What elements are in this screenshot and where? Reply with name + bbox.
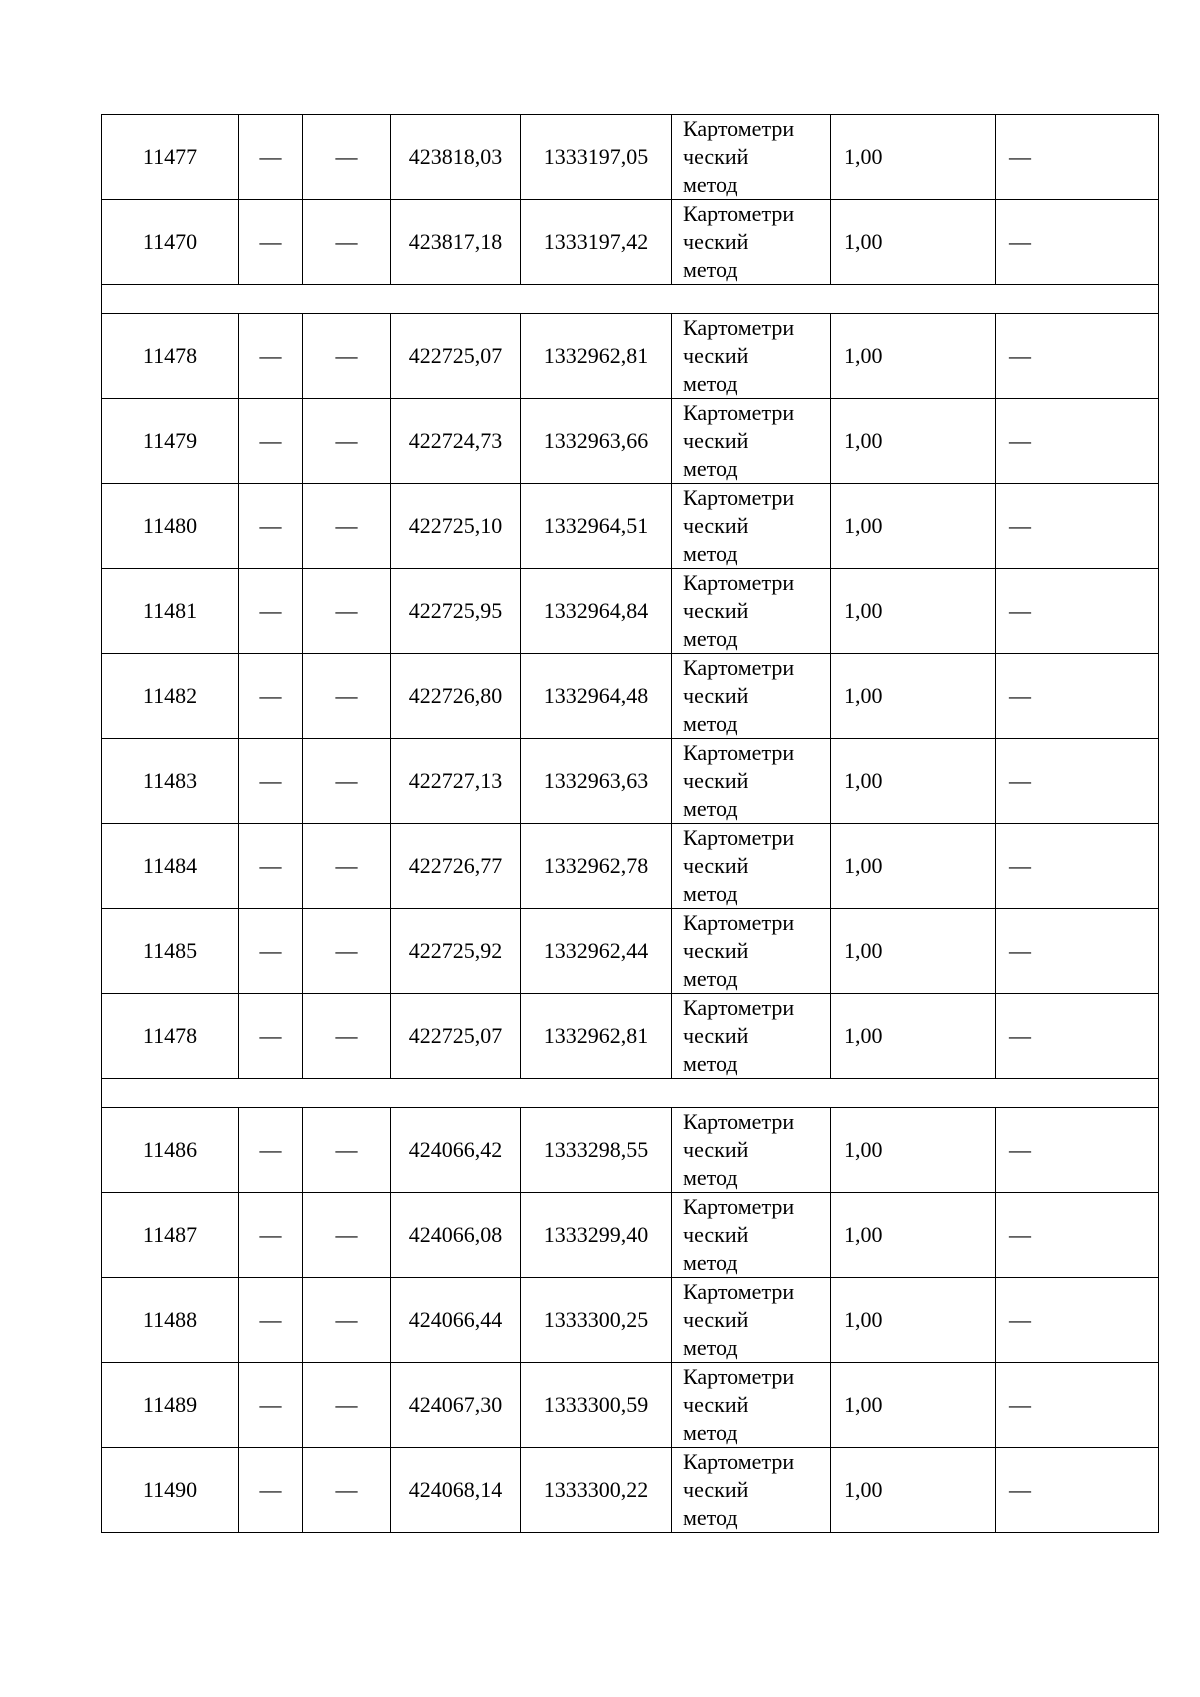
method-cell: Картометри ческий метод bbox=[672, 200, 831, 285]
y-coordinate-cell: 1332964,84 bbox=[521, 569, 672, 654]
empty-value-cell: — bbox=[239, 1108, 303, 1193]
point-number-cell: 11480 bbox=[102, 484, 239, 569]
x-coordinate-cell: 424066,44 bbox=[391, 1278, 521, 1363]
empty-value-cell: — bbox=[239, 1448, 303, 1533]
method-cell: Картометри ческий метод bbox=[672, 1363, 831, 1448]
table-row bbox=[102, 200, 1159, 285]
empty-value-cell: — bbox=[239, 569, 303, 654]
description-cell: — bbox=[996, 115, 1159, 200]
table-row bbox=[102, 909, 1159, 994]
method-cell: Картометри ческий метод bbox=[672, 314, 831, 399]
point-number-cell: 11487 bbox=[102, 1193, 239, 1278]
table-body bbox=[102, 115, 1159, 1533]
description-cell: — bbox=[996, 739, 1159, 824]
table-row bbox=[102, 824, 1159, 909]
x-coordinate-cell: 424068,14 bbox=[391, 1448, 521, 1533]
table-row bbox=[102, 994, 1159, 1079]
description-cell: — bbox=[996, 1108, 1159, 1193]
y-coordinate-cell: 1333197,42 bbox=[521, 200, 672, 285]
accuracy-cell: 1,00 bbox=[831, 1363, 996, 1448]
contour-separator-row bbox=[102, 1079, 1159, 1108]
accuracy-cell: 1,00 bbox=[831, 1108, 996, 1193]
description-cell: — bbox=[996, 1448, 1159, 1533]
x-coordinate-cell: 422725,07 bbox=[391, 994, 521, 1079]
table-row bbox=[102, 484, 1159, 569]
separator-cell bbox=[102, 1079, 1159, 1108]
empty-value-cell: — bbox=[239, 1193, 303, 1278]
description-cell: — bbox=[996, 909, 1159, 994]
point-number-cell: 11489 bbox=[102, 1363, 239, 1448]
description-cell: — bbox=[996, 314, 1159, 399]
point-number-cell: 11488 bbox=[102, 1278, 239, 1363]
empty-value-cell: — bbox=[303, 1448, 391, 1533]
empty-value-cell: — bbox=[303, 1278, 391, 1363]
method-cell: Картометри ческий метод bbox=[672, 654, 831, 739]
description-cell: — bbox=[996, 484, 1159, 569]
empty-value-cell: — bbox=[239, 1363, 303, 1448]
empty-value-cell: — bbox=[239, 909, 303, 994]
accuracy-cell: 1,00 bbox=[831, 994, 996, 1079]
table-row bbox=[102, 739, 1159, 824]
x-coordinate-cell: 422726,80 bbox=[391, 654, 521, 739]
table-row bbox=[102, 654, 1159, 739]
empty-value-cell: — bbox=[303, 569, 391, 654]
method-cell: Картометри ческий метод bbox=[672, 994, 831, 1079]
accuracy-cell: 1,00 bbox=[831, 739, 996, 824]
description-cell: — bbox=[996, 994, 1159, 1079]
point-number-cell: 11482 bbox=[102, 654, 239, 739]
point-number-cell: 11478 bbox=[102, 994, 239, 1079]
description-cell: — bbox=[996, 824, 1159, 909]
empty-value-cell: — bbox=[303, 399, 391, 484]
empty-value-cell: — bbox=[303, 1193, 391, 1278]
point-number-cell: 11478 bbox=[102, 314, 239, 399]
table-row bbox=[102, 1363, 1159, 1448]
coordinates-table bbox=[101, 114, 1159, 1533]
table-row bbox=[102, 314, 1159, 399]
y-coordinate-cell: 1333197,05 bbox=[521, 115, 672, 200]
empty-value-cell: — bbox=[239, 484, 303, 569]
accuracy-cell: 1,00 bbox=[831, 200, 996, 285]
point-number-cell: 11483 bbox=[102, 739, 239, 824]
description-cell: — bbox=[996, 200, 1159, 285]
accuracy-cell: 1,00 bbox=[831, 115, 996, 200]
x-coordinate-cell: 422725,10 bbox=[391, 484, 521, 569]
empty-value-cell: — bbox=[303, 739, 391, 824]
x-coordinate-cell: 423818,03 bbox=[391, 115, 521, 200]
method-cell: Картометри ческий метод bbox=[672, 115, 831, 200]
x-coordinate-cell: 424067,30 bbox=[391, 1363, 521, 1448]
accuracy-cell: 1,00 bbox=[831, 824, 996, 909]
y-coordinate-cell: 1332964,51 bbox=[521, 484, 672, 569]
y-coordinate-cell: 1332963,66 bbox=[521, 399, 672, 484]
empty-value-cell: — bbox=[239, 314, 303, 399]
description-cell: — bbox=[996, 654, 1159, 739]
method-cell: Картометри ческий метод bbox=[672, 1193, 831, 1278]
accuracy-cell: 1,00 bbox=[831, 484, 996, 569]
y-coordinate-cell: 1332962,78 bbox=[521, 824, 672, 909]
empty-value-cell: — bbox=[239, 739, 303, 824]
y-coordinate-cell: 1332962,81 bbox=[521, 994, 672, 1079]
accuracy-cell: 1,00 bbox=[831, 1193, 996, 1278]
empty-value-cell: — bbox=[239, 654, 303, 739]
y-coordinate-cell: 1333298,55 bbox=[521, 1108, 672, 1193]
y-coordinate-cell: 1333300,25 bbox=[521, 1278, 672, 1363]
table-row bbox=[102, 115, 1159, 200]
accuracy-cell: 1,00 bbox=[831, 314, 996, 399]
point-number-cell: 11484 bbox=[102, 824, 239, 909]
table-row bbox=[102, 399, 1159, 484]
empty-value-cell: — bbox=[239, 200, 303, 285]
table-row bbox=[102, 1193, 1159, 1278]
point-number-cell: 11481 bbox=[102, 569, 239, 654]
accuracy-cell: 1,00 bbox=[831, 654, 996, 739]
point-number-cell: 11486 bbox=[102, 1108, 239, 1193]
y-coordinate-cell: 1333300,59 bbox=[521, 1363, 672, 1448]
y-coordinate-cell: 1332962,44 bbox=[521, 909, 672, 994]
empty-value-cell: — bbox=[303, 1363, 391, 1448]
description-cell: — bbox=[996, 399, 1159, 484]
table-row bbox=[102, 569, 1159, 654]
empty-value-cell: — bbox=[303, 484, 391, 569]
description-cell: — bbox=[996, 1193, 1159, 1278]
x-coordinate-cell: 422727,13 bbox=[391, 739, 521, 824]
description-cell: — bbox=[996, 1278, 1159, 1363]
x-coordinate-cell: 422726,77 bbox=[391, 824, 521, 909]
method-cell: Картометри ческий метод bbox=[672, 484, 831, 569]
contour-separator-row bbox=[102, 285, 1159, 314]
y-coordinate-cell: 1333300,22 bbox=[521, 1448, 672, 1533]
empty-value-cell: — bbox=[303, 1108, 391, 1193]
point-number-cell: 11470 bbox=[102, 200, 239, 285]
empty-value-cell: — bbox=[303, 994, 391, 1079]
x-coordinate-cell: 422724,73 bbox=[391, 399, 521, 484]
empty-value-cell: — bbox=[303, 909, 391, 994]
empty-value-cell: — bbox=[303, 115, 391, 200]
point-number-cell: 11485 bbox=[102, 909, 239, 994]
method-cell: Картометри ческий метод bbox=[672, 1278, 831, 1363]
accuracy-cell: 1,00 bbox=[831, 909, 996, 994]
x-coordinate-cell: 423817,18 bbox=[391, 200, 521, 285]
empty-value-cell: — bbox=[239, 399, 303, 484]
accuracy-cell: 1,00 bbox=[831, 569, 996, 654]
point-number-cell: 11477 bbox=[102, 115, 239, 200]
empty-value-cell: — bbox=[239, 115, 303, 200]
description-cell: — bbox=[996, 1363, 1159, 1448]
separator-cell bbox=[102, 285, 1159, 314]
table-row bbox=[102, 1108, 1159, 1193]
accuracy-cell: 1,00 bbox=[831, 1448, 996, 1533]
x-coordinate-cell: 422725,95 bbox=[391, 569, 521, 654]
y-coordinate-cell: 1332963,63 bbox=[521, 739, 672, 824]
table-row bbox=[102, 1448, 1159, 1533]
empty-value-cell: — bbox=[239, 994, 303, 1079]
empty-value-cell: — bbox=[303, 654, 391, 739]
empty-value-cell: — bbox=[239, 1278, 303, 1363]
empty-value-cell: — bbox=[303, 314, 391, 399]
empty-value-cell: — bbox=[303, 200, 391, 285]
empty-value-cell: — bbox=[239, 824, 303, 909]
x-coordinate-cell: 424066,42 bbox=[391, 1108, 521, 1193]
accuracy-cell: 1,00 bbox=[831, 399, 996, 484]
method-cell: Картометри ческий метод bbox=[672, 1108, 831, 1193]
table-row bbox=[102, 1278, 1159, 1363]
y-coordinate-cell: 1332964,48 bbox=[521, 654, 672, 739]
x-coordinate-cell: 424066,08 bbox=[391, 1193, 521, 1278]
x-coordinate-cell: 422725,92 bbox=[391, 909, 521, 994]
point-number-cell: 11479 bbox=[102, 399, 239, 484]
method-cell: Картометри ческий метод bbox=[672, 909, 831, 994]
accuracy-cell: 1,00 bbox=[831, 1278, 996, 1363]
y-coordinate-cell: 1332962,81 bbox=[521, 314, 672, 399]
point-number-cell: 11490 bbox=[102, 1448, 239, 1533]
y-coordinate-cell: 1333299,40 bbox=[521, 1193, 672, 1278]
method-cell: Картометри ческий метод bbox=[672, 399, 831, 484]
empty-value-cell: — bbox=[303, 824, 391, 909]
x-coordinate-cell: 422725,07 bbox=[391, 314, 521, 399]
description-cell: — bbox=[996, 569, 1159, 654]
method-cell: Картометри ческий метод bbox=[672, 1448, 831, 1533]
method-cell: Картометри ческий метод bbox=[672, 569, 831, 654]
method-cell: Картометри ческий метод bbox=[672, 739, 831, 824]
method-cell: Картометри ческий метод bbox=[672, 824, 831, 909]
